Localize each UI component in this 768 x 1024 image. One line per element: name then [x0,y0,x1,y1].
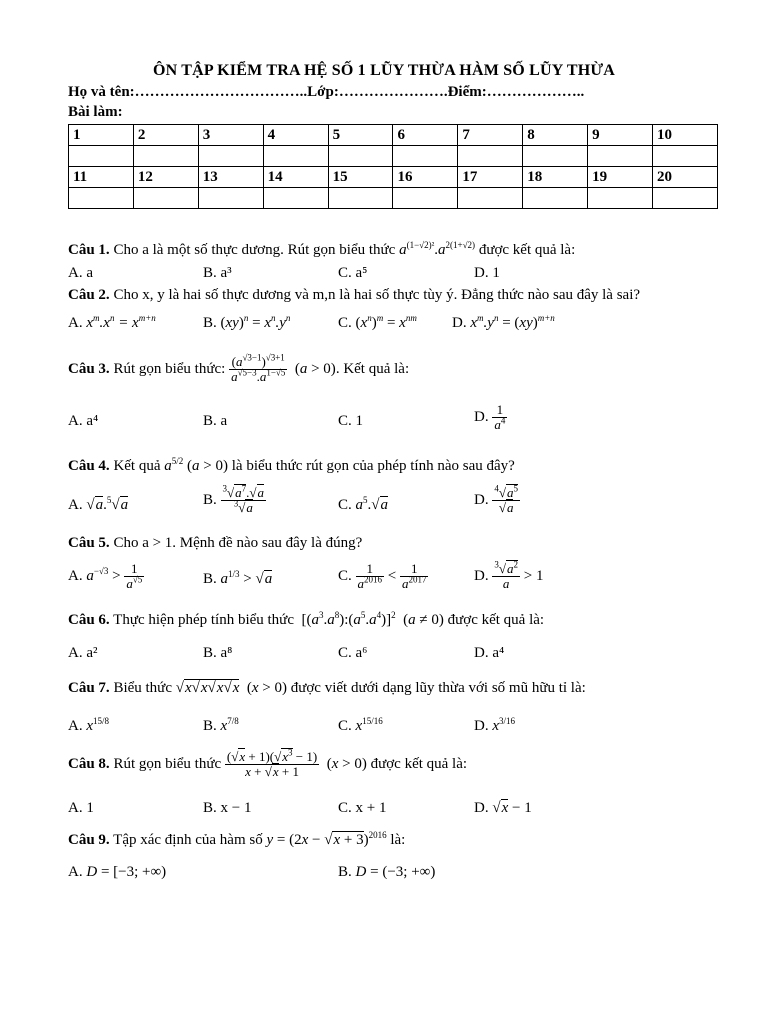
grid-cell: 3 [198,125,263,146]
grid-cell: 4 [263,125,328,146]
answer-cell[interactable] [69,146,134,167]
option-a[interactable]: A. D = [−3; +∞) [68,864,167,880]
answer-cell[interactable] [458,188,523,209]
answer-cell[interactable] [458,146,523,167]
answer-cell[interactable] [69,188,134,209]
grid-cell: 19 [588,167,653,188]
question-5 [68,535,362,552]
answer-cell[interactable] [653,188,718,209]
option-d[interactable]: D. $x^{3/16}$ [474,716,516,734]
grid-cell: 8 [523,125,588,146]
grid-cell: 14 [263,167,328,188]
option-d[interactable]: D. 1 [474,265,500,281]
option-b[interactable]: B. a⁸ [203,645,233,661]
option-d[interactable]: D. a⁴ [474,645,505,661]
question-label: Câu 8. [68,756,110,773]
math-expression: √x√x√x√x (x > 0) [175,680,287,696]
answer-cell[interactable] [263,146,328,167]
option-a[interactable]: A. a² [68,645,98,661]
grid-cell: 11 [69,167,134,188]
work-label: Bài làm: [68,104,123,120]
question-7 [68,680,586,697]
answer-cell[interactable] [328,146,393,167]
answer-cell[interactable] [133,146,198,167]
grid-cell: 1 [69,125,134,146]
grid-header-row-1 [69,125,718,146]
grid-cell: 2 [133,125,198,146]
math-fraction: $\frac{(√x + 1)(√x^3 - 1)}{x + √x + 1}$ [226,747,318,780]
answer-cell[interactable] [653,146,718,167]
answer-cell[interactable] [328,188,393,209]
option-d[interactable]: D. √x − 1 [474,800,532,816]
option-d[interactable]: D. $\frac{^4√a^5}{√a}$ [474,483,518,516]
math-expression: $a^{(1-√2)^2}.a^{2(1+√2)}$ [399,240,476,258]
grid-header-row-2 [69,167,718,188]
option-c[interactable]: C. $(x^n)^m = x^{nm}$ [338,313,417,331]
question-label: Câu 1. [68,242,110,258]
option-d[interactable]: D. $\frac{1}{a^4}$ [474,402,506,433]
grid-cell: 13 [198,167,263,188]
option-b[interactable]: B. $(xy)^n = x^n.y^n$ [203,313,291,331]
question-1 [68,242,575,259]
math-fraction: $\frac{(a^{√3-1})^{√3+1}}{a^{√5-3}.a^{1-√5}}$ [231,352,286,385]
question-label: Câu 5. [68,535,110,551]
grid-cell: 9 [588,125,653,146]
question-text: được viết dưới dạng lũy thừa với số mũ hữu tỉ là: [290,680,586,696]
question-text: được kết quả là: [370,756,468,773]
answer-cell[interactable] [523,188,588,209]
question-text: là biểu thức rút gọn của phép tính nào sau đây? [231,458,515,474]
answer-cell[interactable] [393,188,458,209]
name-label: Họ và tên:…………………………….. [68,84,308,100]
answer-cell[interactable] [198,146,263,167]
question-text: Thực hiện phép tính biểu thức [113,612,294,628]
option-b[interactable]: B. $\frac{^3√a^7.√a}{^3√a}$ [203,483,265,516]
math-expression: $a^{5/2}$ (a > 0) [164,456,228,474]
question-text: Cho a là một số thực dương. Rút gọn biểu thức [113,242,396,258]
grid-cell: 5 [328,125,393,146]
option-c[interactable]: C. a⁵ [338,265,368,281]
question-text: Kết quả [113,458,161,474]
grid-cell: 16 [393,167,458,188]
option-c[interactable]: C. a⁶ [338,645,368,661]
grid-answer-row-1 [69,146,718,167]
question-6 [68,612,544,629]
grid-cell: 20 [653,167,718,188]
question-text: Cho a > 1. Mệnh đề nào sau đây là đúng? [113,535,363,551]
grid-cell: 12 [133,167,198,188]
grid-cell: 17 [458,167,523,188]
answer-cell[interactable] [523,146,588,167]
math-expression: $y = (2x - √x + 3)^{2016}$ [266,830,387,848]
answer-cell[interactable] [588,188,653,209]
question-label: Câu 4. [68,458,110,474]
question-text: Tập xác định của hàm số [113,832,263,848]
answer-cell[interactable] [263,188,328,209]
question-text: được kết quả là: [478,242,576,258]
option-a[interactable]: A. √a.$^5$√a [68,495,129,513]
option-b[interactable]: B. D = (−3; +∞) [338,864,436,880]
option-c[interactable]: C. x + 1 [338,800,387,816]
option-b[interactable]: B. x − 1 [203,800,252,816]
option-b[interactable]: B. $x^{7/8}$ [203,716,239,734]
answer-grid [68,124,718,209]
option-c[interactable]: C. 1 [338,413,364,429]
grid-answer-row-2 [69,188,718,209]
answer-cell[interactable] [588,146,653,167]
grid-cell: 6 [393,125,458,146]
page-title: ÔN TẬP KIỂM TRA HỆ SỐ 1 LŨY THỪA HÀM SỐ LŨY THỪA [152,62,616,79]
question-label: Câu 6. [68,612,110,628]
question-text: Biểu thức [113,680,172,696]
option-a[interactable]: A. a⁴ [68,413,99,429]
math-expression: $[(a^3.a^8):(a^5.a^4)]^2$ (a ≠ 0) [297,610,444,628]
math-condition: (a > 0) [291,361,336,378]
option-a[interactable]: A. a [68,265,93,281]
option-c[interactable]: C. $a^5.√a$ [338,495,388,513]
answer-cell[interactable] [198,188,263,209]
option-d[interactable]: D. $x^m.y^n = (xy)^{m+n}$ [452,313,555,331]
question-text: Cho x, y là hai số thực dương và m,n là hai số thực tùy ý. Đẳng thức nào sau đây là sai? [113,287,641,303]
question-2 [68,287,640,304]
question-3 [68,352,410,385]
option-b[interactable]: B. a³ [203,265,232,281]
question-text: là: [390,832,406,848]
answer-cell[interactable] [133,188,198,209]
grid-cell: 18 [523,167,588,188]
option-b[interactable]: B. a [203,413,228,429]
math-condition: (x > 0) [322,756,367,773]
question-4 [68,458,515,475]
grid-cell: 7 [458,125,523,146]
option-a[interactable]: A. 1 [68,800,94,816]
question-label: Câu 3. [68,361,110,378]
question-text: Rút gọn biểu thức [113,756,222,773]
question-label: Câu 7. [68,680,110,696]
grid-cell: 10 [653,125,718,146]
option-d[interactable]: D. $\frac{^3√a^2}{a}$ > 1 [474,559,544,592]
student-info-line [68,84,584,101]
question-8 [68,747,468,780]
answer-cell[interactable] [393,146,458,167]
option-c[interactable]: C. $x^{15/16}$ [338,716,383,734]
option-a[interactable]: A. $x^{15/8}$ [68,716,110,734]
score-label: Điểm:……………….. [447,84,585,100]
question-text: Rút gọn biểu thức: [113,361,226,378]
option-a[interactable]: A. $a^{-√3}$ > $\frac{1}{a^{√5}}$ [68,561,143,592]
option-b[interactable]: B. $a^{1/3} > √a$ [203,569,273,587]
option-c[interactable]: C. $\frac{1}{a^{2016}}$ < $\frac{1}{a^{2017}}$ [338,561,427,592]
option-a[interactable]: A. $x^m.x^n = x^{m+n}$ [68,313,156,331]
question-text: . Kết quả là: [335,361,410,378]
question-label: Câu 9. [68,832,110,848]
grid-cell: 15 [328,167,393,188]
question-9 [68,832,405,849]
class-label: Lớp:…………………. [307,84,448,100]
question-label: Câu 2. [68,287,110,303]
question-text: được kết quả là: [447,612,545,628]
